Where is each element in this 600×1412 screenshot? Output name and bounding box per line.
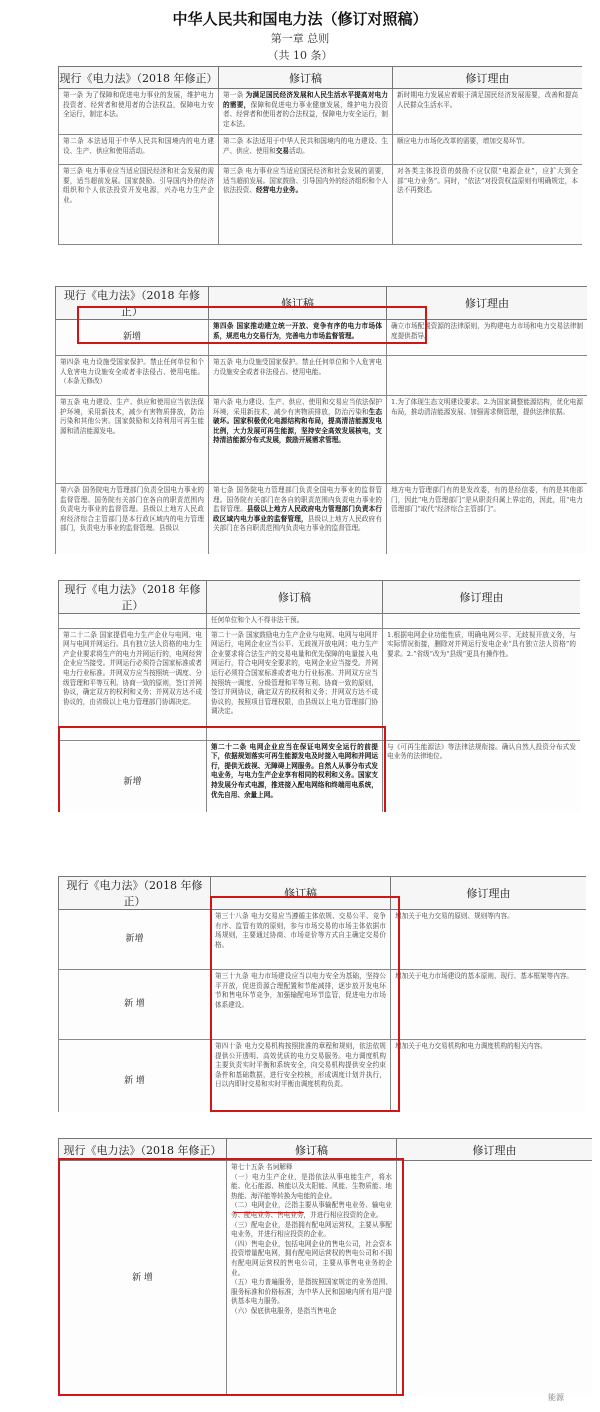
col-revised-header: 修订稿 <box>207 581 383 614</box>
table-row <box>59 910 587 970</box>
current-text: 第二条 本法适用于中华人民共和国境内的电力建设、生产、供应和使用活动。 <box>59 135 219 165</box>
revised-text: 第二十一条 国家鼓励电力生产企业与电网、电网与电网并网运行，电网企业应当公平、无歧视开放电网；电力生产企业要求将合法生产的交易电量和优先保障的电量接入电网运行，符合电网安全要求的，电网企业应当接受。并网运行必须符合国家标准或者电力行业标准。并网双方应当按照统一调度、分级管理和平等互利、协商一致的原则，签订并网协议，确定双方的权利和义务；并网双方达不成协议的，按照项目管理权限，由县级以上电力管理部门协调决定。 <box>207 628 383 740</box>
revised-text: 第四十条 电力交易机构按照批准的章程和规则，依法依规提供公开透明、高效优质的电力交易服务。电力调度机构主要负责实时平衡和系统安全，向交易机构提供安全约束条件和基础数据，进行安全校核，形成调度计划并执行，日以内即时交易和实时平衡由调度机构负责。 <box>211 1040 391 1113</box>
col-reason-header: 修订理由 <box>383 581 581 614</box>
col-current-header: 现行《电力法》（2018 年修正） <box>56 287 209 320</box>
comparison-table-4 <box>58 876 586 1112</box>
reason-text: 确立市场配置资源的法律原则，为构建电力市场和电力交易法律制度提供指导。 <box>387 320 588 356</box>
underline-mark <box>234 1212 304 1213</box>
table-row <box>59 1040 587 1113</box>
table-row <box>59 135 583 165</box>
definition-line: （二）电网企业，泛指主要从事输配售电业务、输电业务、配电业务、售电业务，并进行相应投资的企业。 <box>231 1201 392 1219</box>
definition-line: （一）电力生产企业，是指依法从事电能生产，将水能、化石能源、核能以及太阳能、风能、生物质能、地热能、海洋能等转换为电能的企业。 <box>231 1172 392 1200</box>
revised-text <box>227 1161 397 1397</box>
table-row <box>56 484 588 555</box>
col-current-header: 现行《电力法》（2018 年修正） <box>59 581 207 614</box>
col-revised-header: 修订稿 <box>211 877 391 910</box>
current-text: 第六条 国务院电力管理部门负责全国电力事业的监督管理。国务院有关部门在各自的职责范围内负责电力事业的监督管理。县级以上地方人民政府经济综合主管部门是本行政区域内的电力管理部门，负责电力事业的监督管理。县级以 <box>56 484 209 555</box>
new-label: 新增 <box>59 910 211 970</box>
reason-text: 增加关于电力交易机构和电力调度机构的相关内容。 <box>391 1040 587 1113</box>
definition-line: （六）保底供电服务，是指当售电企 <box>231 1306 337 1315</box>
comparison-table-2 <box>55 286 587 554</box>
reason-text: 1.根据电网企业功能性质，明确电网公平、无歧视开放义务，与实际情况衔接，删除对并网运行发电企业“具有独立法人资格”的要求。2.“省级”改为“县级”更具有操作性。 <box>383 628 581 740</box>
revised-text: 第三十九条 电力市场建设应当以电力安全为基础，坚持公平开放，促进资源合理配置和节能减排，逐步放开发电环节和售电环节竞争，加强输配电环节监管，促进电力市场体系建设。 <box>211 970 391 1040</box>
col-revised-header: 修订稿 <box>219 67 393 89</box>
current-text: 第三条 电力事业应当适应国民经济和社会发展的需要，适当超前发展。国家鼓励、引导国内外的经济组织和个人依法投资开发电源，兴办电力生产企业。 <box>59 165 219 245</box>
table-row <box>56 356 588 396</box>
reason-text <box>383 614 581 629</box>
current-text: 第二十二条 国家提倡电力生产企业与电网、电网与电网并网运行。具有独立法人资格的电力生产企业要求将生产的电力并网运行的，电网经营企业应当接受。并网运行必须符合国家标准或者电力行业标准。并网双方应当按照统一调度、分级管理和平等互利、协商一致的原则，签订并网协议，确定双方的权利和义务；并网双方达不成协议的，由省级以上电力管理部门协调决定。 <box>59 628 207 740</box>
col-revised-header: 修订稿 <box>227 1139 397 1161</box>
reason-text: 对各类主体投资的鼓励不应仅限“电源企业”，应扩大到全部“电力业务”。同时，“依法”对投资权益原则有明确规定，本法不再赘述。 <box>393 165 583 245</box>
col-current-header: 现行《电力法》（2018 年修正） <box>59 1139 227 1161</box>
new-label: 新 增 <box>59 1161 227 1397</box>
table-row <box>59 1161 593 1397</box>
watermark: 能源 <box>548 1393 564 1402</box>
document-title: 中华人民共和国电力法（修订对照稿） <box>172 10 428 28</box>
table-row <box>59 970 587 1040</box>
revised-text: 第一条 为满足国民经济发展和人民生活水平提高对电力的需要，保障和促进电力事业健康发展，维护电力投资者、经营者和使用者的合法权益，保障电力安全运行，制定本法。 <box>219 89 393 135</box>
table-row <box>59 628 581 740</box>
col-current-header: 现行《电力法》（2018 年修正） <box>59 877 211 910</box>
table-row <box>59 740 581 812</box>
reason-text <box>387 356 588 396</box>
revised-text: 第六条 电力建设、生产、供应、使用和交易应当依法保护环境，采用新技术，减少有害物质排放，防治污染和生态破坏。国家积极优化电源结构和布局，提高清洁能源发电比例，大力发展可再生能源，坚持安全高效发展核电，支持清洁能源分布式发展，鼓励开展需求管理。 <box>209 396 387 484</box>
comparison-table-1 <box>58 66 582 246</box>
reason-text: 1.为了体现生态文明建设要求。2.为国家调整能源结构，优化电源布局，推动清洁能源发展、加强需求侧管理，提供法律依据。 <box>387 396 588 484</box>
revised-text: 第五条 电力设施受国家保护。禁止任何单位和个人危害电力设施安全或者非法侵占、使用电能。 <box>209 356 387 396</box>
comparison-table-5 <box>58 1138 592 1396</box>
definition-line: （三）配电企业，是指拥有配电网运营权，主要从事配电业务，并进行相应投资的企业。 <box>231 1220 392 1239</box>
col-reason-header: 修订理由 <box>397 1139 593 1161</box>
reason-text: 增加关于电力交易的原则、规则等内容。 <box>391 910 587 970</box>
revised-text: 第二十二条 电网企业应当在保证电网安全运行的前提下，依据规划落实可再生能源发电及时接入电网和并网运行，提供无歧视、无障碍上网服务。自然人从事分布式发电业务，与电力生产企业享有相同的权利和义务。国家支持发展分布式电源，推进接入配电网络和终端用电系统，优先自用、余量上网。 <box>207 740 383 812</box>
revised-text: 第四条 国家推动建立统一开放、竞争有序的电力市场体系，规范电力交易行为，完善电力市场监督管理。 <box>209 320 387 356</box>
table-row <box>59 614 581 629</box>
reason-text: 增加关于电力市场建设的基本原则、现行、基本框架等内容。 <box>391 970 587 1040</box>
col-current-header: 现行《电力法》（2018 年修正） <box>59 67 219 89</box>
current-text <box>59 614 207 629</box>
definition-line: 第七十五条 名词解释 <box>231 1163 293 1171</box>
reason-text: 新时期电力发展应着眼于满足国民经济发展需要，改善和提高人民群众生活水平。 <box>393 89 583 135</box>
col-reason-header: 修订理由 <box>387 287 588 320</box>
revised-text: 第三十八条 电力交易应当遵循主体依规、交易公平、竞争有序、监管有效的原则，参与市场交易的市场主体依据市场规则，主要通过协商、市场竞价等方式自主确定交易价格。 <box>211 910 391 970</box>
revised-text: 任何单位和个人不得非法干预。 <box>207 614 383 629</box>
reason-text: 与《可再生能源法》等法律法规衔接。确认自然人投资分布式发电业务的法律地位。 <box>383 740 581 812</box>
chapter-heading: 第一章 总则 <box>270 32 330 45</box>
col-reason-header: 修订理由 <box>391 877 587 910</box>
current-text: 第一条 为了保障和促进电力事业的发展，维护电力投资者、经营者和使用者的合法权益，保障电力安全运行，制定本法。 <box>59 89 219 135</box>
new-label: 新 增 <box>59 1040 211 1113</box>
revised-text: 第二条 本法适用于中华人民共和国境内的电力建设、生产、供应、使用和交易活动。 <box>219 135 393 165</box>
article-count: （共 10 条） <box>267 49 333 62</box>
col-revised-header: 修订稿 <box>209 287 387 320</box>
table-row <box>56 320 588 356</box>
table-row <box>56 396 588 484</box>
current-text: 第四条 电力设施受国家保护。禁止任何单位和个人危害电力设施安全或者非法侵占、使用电能。（本条无修改） <box>56 356 209 396</box>
reason-text: 地方电力管理部门有的是发改委，有的是经信委，有的是其他部门，因此“电力管理部门”是从职责归属上界定的，因此，用“电力管理部门”取代“经济综合主管部门”。 <box>387 484 588 555</box>
col-reason-header: 修订理由 <box>393 67 583 89</box>
new-label: 新 增 <box>59 970 211 1040</box>
reason-text <box>397 1161 593 1397</box>
reason-text: 顺应电力市场化改革的需要，增加交易环节。 <box>393 135 583 165</box>
definition-line: （四）售电企业，包括电网企业的售电公司，社会资本投资增量配电网，拥有配电网运营权的售电公司和不拥有配电网运营权的售电公司，主要从事售电业务的企业。 <box>231 1239 392 1277</box>
revised-text: 第三条 电力事业应当适应国民经济和社会发展的需要，适当超前发展。国家鼓励、引导国内外的经济组织和个人依法投资、经营电力业务。 <box>219 165 393 245</box>
definition-line: （五）电力普遍服务，是指按照国家规定的业务范围、服务标准和价格标准，为中华人民和国境内所有用户提供基本电力服务。 <box>231 1278 392 1306</box>
new-label: 新增 <box>59 740 207 812</box>
comparison-table-3 <box>58 580 580 812</box>
current-text: 第五条 电力建设、生产、供应和使用应当依法保护环境，采用新技术，减少有害物质排放，防治污染和其他公害。国家鼓励和支持利用可再生能源和清洁能源发电。 <box>56 396 209 484</box>
table-row <box>59 89 583 135</box>
table-row <box>59 165 583 245</box>
revised-text: 第七条 国务院电力管理部门负责全国电力事业的监督管理。国务院有关部门在各自的职责范围内负责电力事业的监督管理。县级以上地方人民政府电力管理部门负责本行政区域内电力事业的监督管理，县级以上地方人民政府有关部门在各自职责范围内负责电力事业的监督管理。 <box>209 484 387 555</box>
new-label: 新增 <box>56 320 209 356</box>
